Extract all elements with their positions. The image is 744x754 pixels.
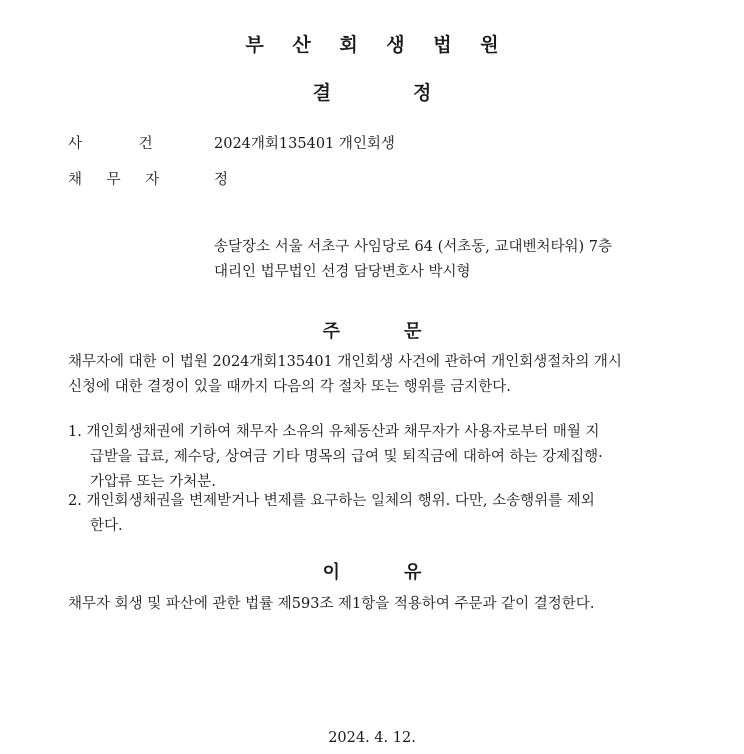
case-number-row [68, 132, 395, 153]
order-intro-line: 채무자에 대한 이 법원 2024개회135401 개인회생 사건에 관하여 개인회생절차의 개시 [68, 354, 622, 370]
service-address: 송달장소 서울 서초구 사임당로 64 (서초동, 교대벤처타워) 7층 [214, 239, 613, 255]
order-heading [0, 317, 744, 343]
order-item-line: 한다. [90, 518, 123, 534]
order-heading-left: 주 [322, 321, 340, 342]
order-item-line: 가압류 또는 가처분. [90, 474, 216, 490]
decision-date: 2024. 4. 12. [328, 730, 416, 746]
reason-text: 채무자 회생 및 파산에 관한 법률 제593조 제1항을 적용하여 주문과 같이 결정한다. [68, 596, 595, 612]
order-item-2 [68, 489, 688, 539]
order-heading-right: 문 [404, 321, 422, 342]
court-name: 부 산 회 생 법 원 [245, 34, 510, 56]
document-title-right: 정 [413, 82, 432, 104]
debtor-label: 채 무 자 [68, 172, 160, 188]
order-item-1 [68, 420, 688, 495]
debtor-name: 정 [214, 172, 229, 188]
debtor-row [68, 168, 228, 189]
order-intro [68, 350, 688, 400]
reason-heading-right: 유 [404, 562, 422, 583]
document-title-left: 결 [312, 82, 331, 104]
order-item-line: 급받을 급료, 제수당, 상여금 기타 명목의 급여 및 퇴직금에 대하여 하는 강제집행· [90, 449, 603, 465]
case-label: 사 건 [68, 136, 153, 152]
attorney-info: 대리인 법무법인 선경 담당변호사 박시형 [214, 264, 471, 280]
document-title [0, 78, 744, 105]
reason-heading-left: 이 [322, 562, 340, 583]
reason-heading [0, 558, 744, 584]
order-intro-line: 신청에 대한 결정이 있을 때까지 다음의 각 절차 또는 행위를 금지한다. [68, 379, 511, 395]
order-item-line: 1. 개인회생채권에 기하여 채무자 소유의 유체동산과 채무자가 사용자로부터 매월 지 [68, 424, 600, 440]
case-number: 2024개회135401 개인회생 [214, 136, 395, 152]
order-item-line: 2. 개인회생채권을 변제받거나 변제를 요구하는 일체의 행위. 다만, 소송행위를 제외 [68, 493, 595, 509]
